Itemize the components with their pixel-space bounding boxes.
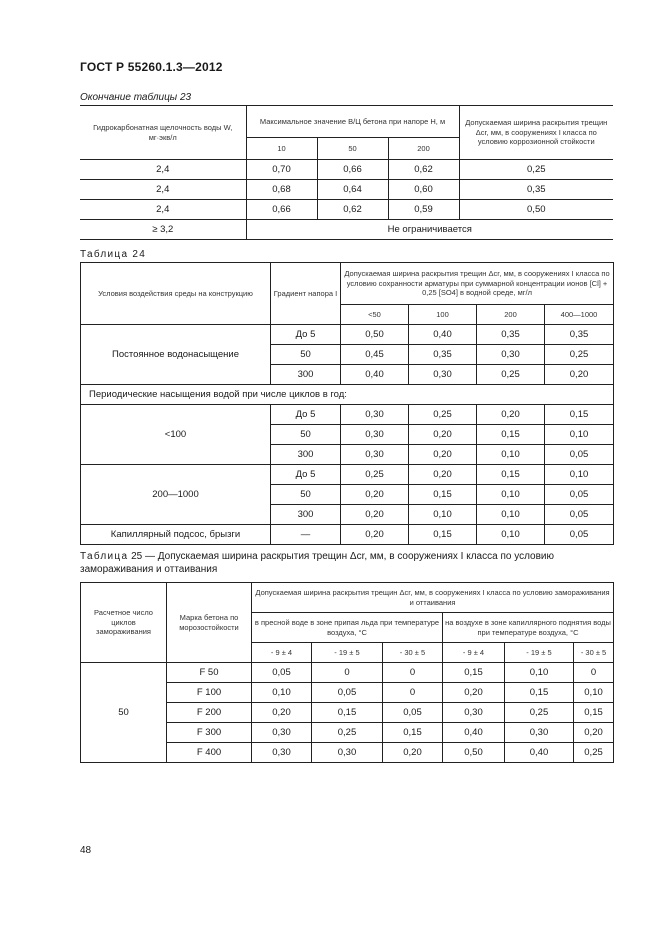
t23-header-alkalinity: Гидрокарбонатная щелочность воды W, мг·экв/л [80,106,246,160]
table-cell: 0,15 [505,683,574,703]
table-cell: 0,40 [409,325,477,345]
table-25 [80,582,614,763]
table-row [81,663,614,683]
table-cell: 0,20 [409,425,477,445]
table-cell: 0,35 [409,345,477,365]
table-cell: 300 [271,365,341,385]
table-cell: До 5 [271,325,341,345]
t25-temp-a1: - 9 ± 4 [252,643,312,663]
table-cell: 0,59 [388,200,459,220]
table-cell: 0,20 [409,445,477,465]
t25-temp-a2: - 19 ± 5 [312,643,383,663]
table-cell: 0,40 [341,365,409,385]
table-cell: 0,15 [477,425,545,445]
table-cell: 0,10 [505,663,574,683]
t24-sub-200: 200 [477,305,545,325]
t24-header-conditions: Условия воздействия среды на конструкцию [81,263,271,325]
table-cell: F 300 [167,723,252,743]
table-row [81,325,614,345]
table-cell: 0,30 [341,425,409,445]
table-cell: 0,20 [545,365,614,385]
table-cell: 0,05 [545,485,614,505]
table-cell: 0,25 [459,160,613,180]
table-cell: 0,20 [341,485,409,505]
table-cell: 50 [271,345,341,365]
t25-temp-b3: - 30 ± 5 [574,643,614,663]
table-cell: 0,25 [477,365,545,385]
table-cell: 0,05 [312,683,383,703]
table-cell: 300 [271,505,341,525]
t23-sub-10: 10 [246,138,317,160]
table-cell: 0,35 [545,325,614,345]
table-cell: 0,64 [317,180,388,200]
table-cell: До 5 [271,465,341,485]
table-25-caption-label: Таблица [80,551,129,562]
table-cell: 0,50 [459,200,613,220]
table-cell: 0,35 [477,325,545,345]
t24-group-lt100: <100 [81,405,271,465]
table-cell: 0,30 [252,723,312,743]
table-cell: 0,15 [545,405,614,425]
table-cell: 0 [383,663,443,683]
table-cell: 0,10 [477,525,545,545]
table-cell: 0,66 [317,160,388,180]
t23-header-wc-ratio: Максимальное значение В/Ц бетона при напоре H, м [246,106,459,138]
table-row [80,180,613,200]
table-cell: 0,10 [252,683,312,703]
table-cell: 0,25 [341,465,409,485]
table-24 [80,262,614,545]
table-row [81,465,614,485]
t25-temp-b1: - 9 ± 4 [443,643,505,663]
table-cell: 0,30 [505,723,574,743]
table-cell: 0,45 [341,345,409,365]
table-cell: 0,60 [388,180,459,200]
table-cell: 0,30 [341,405,409,425]
t25-header-fresh-water: в пресной воде в зоне припая льда при температуре воздуха, °С [252,613,443,643]
table-cell: 0,50 [443,743,505,763]
table-cell: F 200 [167,703,252,723]
table-cell: 0,40 [443,723,505,743]
table-cell: 0,30 [443,703,505,723]
table-23 [80,105,613,240]
table-cell: 0,30 [409,365,477,385]
table-cell: 0,30 [252,743,312,763]
t24-group-constant: Постоянное водонасыщение [81,325,271,385]
table-cell: 0,25 [545,345,614,365]
table-cell: 0 [383,683,443,703]
table-cell: До 5 [271,405,341,425]
table-cell: 0,05 [252,663,312,683]
table-cell: 0,10 [477,485,545,505]
table-row [80,220,613,240]
table-cell: 0,30 [312,743,383,763]
table-row [80,200,613,220]
table-cell: 0,10 [409,505,477,525]
t25-cycles-value: 50 [81,663,167,763]
table-cell: 0,15 [443,663,505,683]
t23-header-crack-width: Допускаемая ширина раскрытия трещин Δcr, мм, в сооружениях I класса по условию коррозионной стойкости [459,106,613,160]
table-row [81,525,614,545]
t24-group-200-1000: 200—1000 [81,465,271,525]
table-cell: 0,20 [252,703,312,723]
t24-sub-lt50: <50 [341,305,409,325]
t23-sub-50: 50 [317,138,388,160]
table-cell: 0,15 [383,723,443,743]
table-cell: 0,15 [409,485,477,505]
table-cell: 0,20 [341,525,409,545]
table-cell: 0,10 [545,465,614,485]
table-cell: 0,30 [477,345,545,365]
table-cell: 0,20 [383,743,443,763]
table-cell: F 100 [167,683,252,703]
table-cell: 0,05 [545,525,614,545]
table-cell: 0,20 [409,465,477,485]
table-cell: 50 [271,485,341,505]
table-cell: 0,15 [409,525,477,545]
table-cell: 0,05 [545,505,614,525]
t24-sub-100: 100 [409,305,477,325]
t24-capillary-label: Капиллярный подсос, брызги [81,525,271,545]
table-24-caption: Таблица 24 [80,249,147,260]
table-row [80,160,613,180]
table-cell: F 400 [167,743,252,763]
table-cell: 0,30 [341,445,409,465]
t24-sub-400-1000: 400—1000 [545,305,614,325]
t25-temp-a3: - 30 ± 5 [383,643,443,663]
table-cell: 0,66 [246,200,317,220]
table-cell: 2,4 [80,160,246,180]
table-cell: 0,20 [574,723,614,743]
page-number: 48 [80,845,92,856]
table-cell: 50 [271,425,341,445]
table-cell: 0,15 [312,703,383,723]
t25-header-cycles: Расчетное число циклов замораживания [81,583,167,663]
table-cell: Не ограничивается [246,220,613,240]
table-cell: 0 [574,663,614,683]
table-cell: 0,15 [477,465,545,485]
t23-sub-200: 200 [388,138,459,160]
table-cell: — [271,525,341,545]
table-25-caption-text: 25 — Допускаемая ширина раскрытия трещин Δcr, мм, в сооружениях I класса по условию замораживания и оттаивания [80,551,555,575]
t25-temp-b2: - 19 ± 5 [505,643,574,663]
table-cell: ≥ 3,2 [80,220,246,240]
table-cell: 0,25 [312,723,383,743]
t24-header-crack-width: Допускаемая ширина раскрытия трещин Δcr, мм, в сооружениях I класса по условию сохранности арматуры при суммарной концентрации ионов [Cl] + 0,25 [SO4] в водной среде, мг/л [341,263,614,305]
table-cell: 0,68 [246,180,317,200]
table-cell: 0,25 [574,743,614,763]
table-cell: 0,25 [409,405,477,425]
table-cell: 0,20 [477,405,545,425]
table-cell: 0,10 [574,683,614,703]
document-header: ГОСТ Р 55260.1.3—2012 [80,60,223,74]
table-23-caption: Окончание таблицы 23 [80,92,192,103]
table-cell: 0,62 [388,160,459,180]
table-cell: 0,40 [505,743,574,763]
table-25-caption [80,550,620,576]
table-cell: 0,50 [341,325,409,345]
table-cell: 0,10 [477,445,545,465]
table-row [81,405,614,425]
table-cell: 0,35 [459,180,613,200]
table-cell: 0,20 [341,505,409,525]
table-cell: 300 [271,445,341,465]
table-row [81,385,614,405]
table-cell: 2,4 [80,200,246,220]
t25-header-grade: Марка бетона по морозостойкости [167,583,252,663]
table-cell: 0,15 [574,703,614,723]
table-cell: 0,05 [545,445,614,465]
table-cell: 0,25 [505,703,574,723]
table-cell: 0,10 [477,505,545,525]
t24-header-gradient: Градиент напора I [271,263,341,325]
table-cell: 0,70 [246,160,317,180]
table-cell: 0 [312,663,383,683]
t25-header-crack-width: Допускаемая ширина раскрытия трещин Δcr, мм, в сооружениях I класса по условию замораживания и оттаивания [252,583,614,613]
t25-header-air: на воздухе в зоне капиллярного поднятия воды при температуре воздуха, °С [443,613,614,643]
table-cell: 0,20 [443,683,505,703]
t24-periodic-label: Периодические насыщения водой при числе циклов в год: [81,385,614,405]
table-cell: 0,62 [317,200,388,220]
table-cell: 0,05 [383,703,443,723]
table-cell: 0,10 [545,425,614,445]
table-cell: F 50 [167,663,252,683]
table-cell: 2,4 [80,180,246,200]
